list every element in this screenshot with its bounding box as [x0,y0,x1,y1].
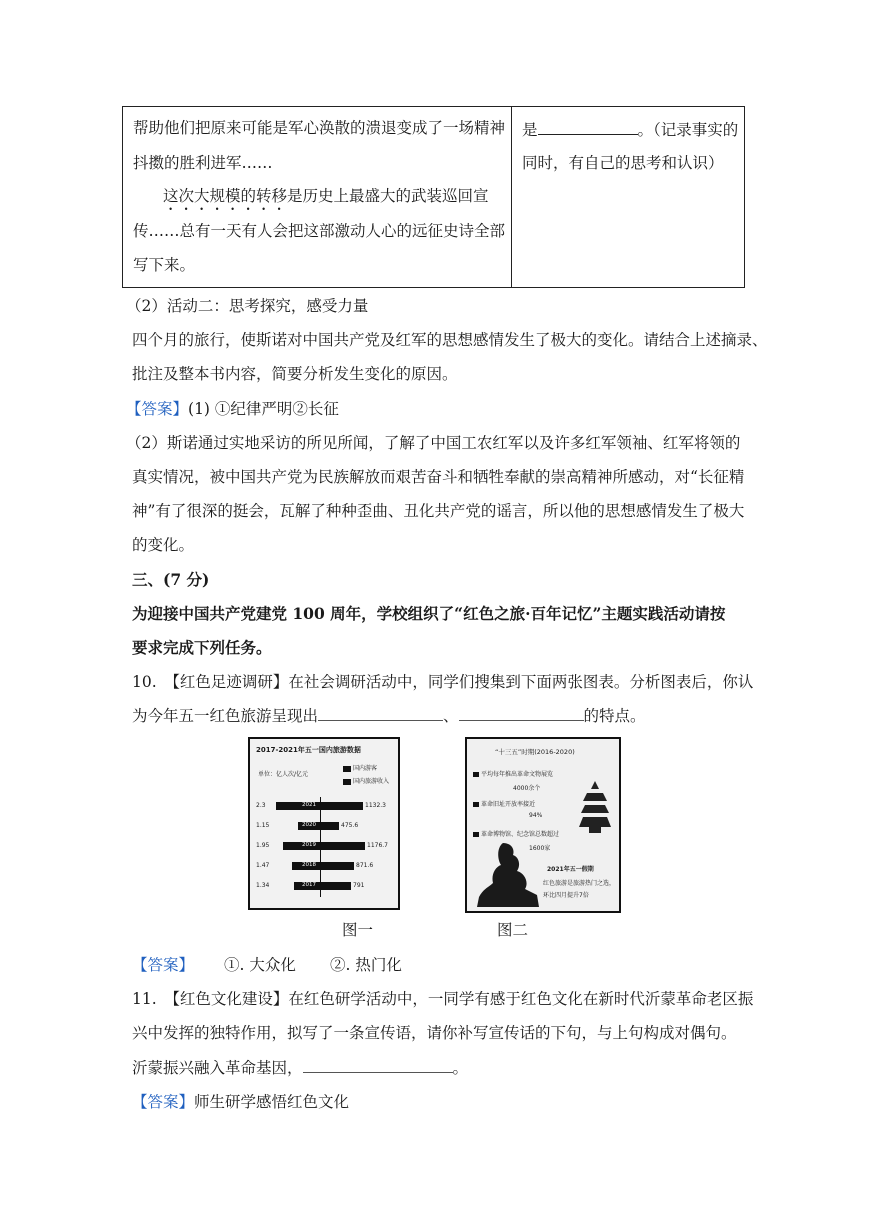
answer-blank-1[interactable] [318,706,443,721]
answer-line [132,1092,349,1112]
answer-line: 的变化。 [132,536,195,554]
infographic-item [473,829,559,838]
answer-text: (1) ①纪律严明②长征 [188,400,339,418]
visitor-value-label: 1.15 [256,822,270,829]
item-text: 平均每年推出革命文物展览 [481,771,554,778]
visitor-value-label: 1.95 [256,842,270,849]
figure-1-caption: 图一 [342,921,374,939]
item-text: 革命博物馆、纪念馆总数超过 [481,831,560,838]
bullet-icon [473,772,479,777]
revenue-value-label: 791 [353,882,365,889]
legend-swatch [343,766,351,772]
infographic-item [473,769,553,778]
section-intro-line: 为迎接中国共产党建党 100 周年，学校组织了“红色之旅·百年记忆”主题实践活动请按 [132,604,726,623]
section-intro-line: 要求完成下列任务。 [132,638,272,657]
question-text: 的特点。 [583,707,646,725]
excerpt-table [122,106,745,288]
legend-entry [343,776,389,785]
infographic-header: “十三五”时期(2016-2020) [495,748,575,756]
excerpt-line: 写下来。 [133,256,196,274]
question-10-line: 10. 【红色足迹调研】在社会调研活动中，同学们搜集到下面两张图表。分析图表后，你认 [132,673,754,691]
note-suffix: 。（记录事实的 [637,121,739,139]
answer-blank[interactable] [538,118,638,135]
visitor-value-label: 2.3 [256,802,266,809]
infographic-box-line: 环比四月提升7倍 [543,892,589,899]
section-heading: 三、(7 分) [132,570,210,589]
legend-label: 国内旅游收入 [353,778,390,785]
legend-entry [343,763,377,772]
excerpt-line: 帮助他们把原来可能是军心涣散的溃退变成了一场精神 [133,119,506,137]
visitor-value-label: 1.34 [256,882,270,889]
infographic-value: 94% [529,812,543,819]
chart-row [250,821,398,831]
year-label: 2017 [302,882,316,888]
answer-line: 真实情况，被中国共产党为民族解放而艰苦奋斗和牺牲奉献的崇高精神所感动，对“长征精 [132,468,745,486]
question-11-line: 兴中发挥的独特作用，拟写了一条宣传语，请你补写宣传话的下句，与上句构成对偶句。 [132,1024,737,1042]
figure-1-chart [248,737,400,910]
table-divider [511,107,512,287]
revenue-bar [321,842,365,850]
answer-tag: 【答案】 [132,1093,195,1111]
revenue-value-label: 871.6 [356,862,374,869]
bullet-icon [473,802,479,807]
item-text: 革命旧址开放率接近 [481,801,536,808]
separator: 、 [443,707,459,725]
excerpt-line: 传……总有一天有人会把这部激动人心的远征史诗全部 [133,222,506,240]
year-label: 2018 [302,862,316,868]
revenue-bar [321,862,354,870]
year-label: 2020 [302,822,316,828]
question-text: 。 [452,1059,469,1077]
answer-tag: 【答案】 [126,400,189,418]
answer-line: 神”有了很深的挺会，瓦解了种种歪曲、丑化共产党的谣言，所以他的思想感情发生了极大 [132,502,745,520]
revenue-bar [321,822,339,830]
question-10-line [132,706,646,726]
revenue-value-label: 1176.7 [367,842,388,849]
revenue-bar [321,882,351,890]
answer-line [126,399,339,419]
chart-unit: 单位：亿人次/亿元 [258,771,309,778]
figure-2-infographic [465,737,621,913]
emphasized-phrase: 这次大规模的转移 [163,187,288,205]
answer-tag: 【答案】 [132,956,195,974]
excerpt-text: 是历史上最盛大的武装巡回宣 [287,187,489,205]
bullet-icon [473,832,479,837]
answer-item: ①. 大众化 [224,956,296,974]
infographic-item [473,799,535,808]
visitor-value-label: 1.47 [256,862,270,869]
excerpt-line: 抖擞的胜利进军…… [133,154,273,172]
revenue-value-label: 475.6 [341,822,359,829]
answer-item: ②. 热门化 [330,956,402,974]
activity-body-line: 批注及整本书内容，简要分析发生变化的原因。 [132,365,458,383]
chart-row [250,881,398,891]
answer-blank[interactable] [303,1058,453,1073]
note-line [522,118,738,140]
infographic-box-line: 红色旅游是旅游热门之选， [543,880,616,887]
revenue-bar [321,802,363,810]
note-prefix: 是 [522,121,538,139]
answer-line: （2）斯诺通过实地采访的所见所闻，了解了中国工农红军以及许多红军领袖、红军将领的 [126,434,741,452]
pagoda-illustration [575,779,615,834]
answer-blank-2[interactable] [459,706,584,721]
year-label: 2021 [302,802,316,808]
chart-title: 2017-2021年五一国内旅游数据 [256,746,361,754]
infographic-value: 4000余个 [513,785,541,792]
excerpt-line [163,186,489,214]
activity-title: （2）活动二：思考探究，感受力量 [126,297,369,315]
infographic-value: 1600家 [529,845,551,852]
question-11-line: 11. 【红色文化建设】在红色研学活动中，一同学有感于红色文化在新时代沂蒙革命老区振 [132,990,754,1008]
year-label: 2019 [302,842,316,848]
infographic-box-title: 2021年五一假期 [547,866,594,873]
legend-label: 国内游客 [353,765,378,772]
legend-swatch [343,779,351,785]
question-text: 沂蒙振兴融入革命基因， [132,1059,303,1077]
revenue-value-label: 1132.3 [365,802,386,809]
answer-text: 师生研学感悟红色文化 [194,1093,350,1111]
figure-2-caption: 图二 [497,921,529,939]
question-text: 为今年五一红色旅游呈现出 [132,707,319,725]
question-11-line [132,1058,468,1078]
note-line: 同时，有自己的思考和认识） [522,154,724,172]
chart-row [250,801,398,811]
chart-row [250,861,398,871]
statue-illustration [473,839,543,909]
chart-row [250,841,398,851]
activity-body-line: 四个月的旅行，使斯诺对中国共产党及红军的思想感情发生了极大的变化。请结合上述摘录、 [132,331,768,349]
